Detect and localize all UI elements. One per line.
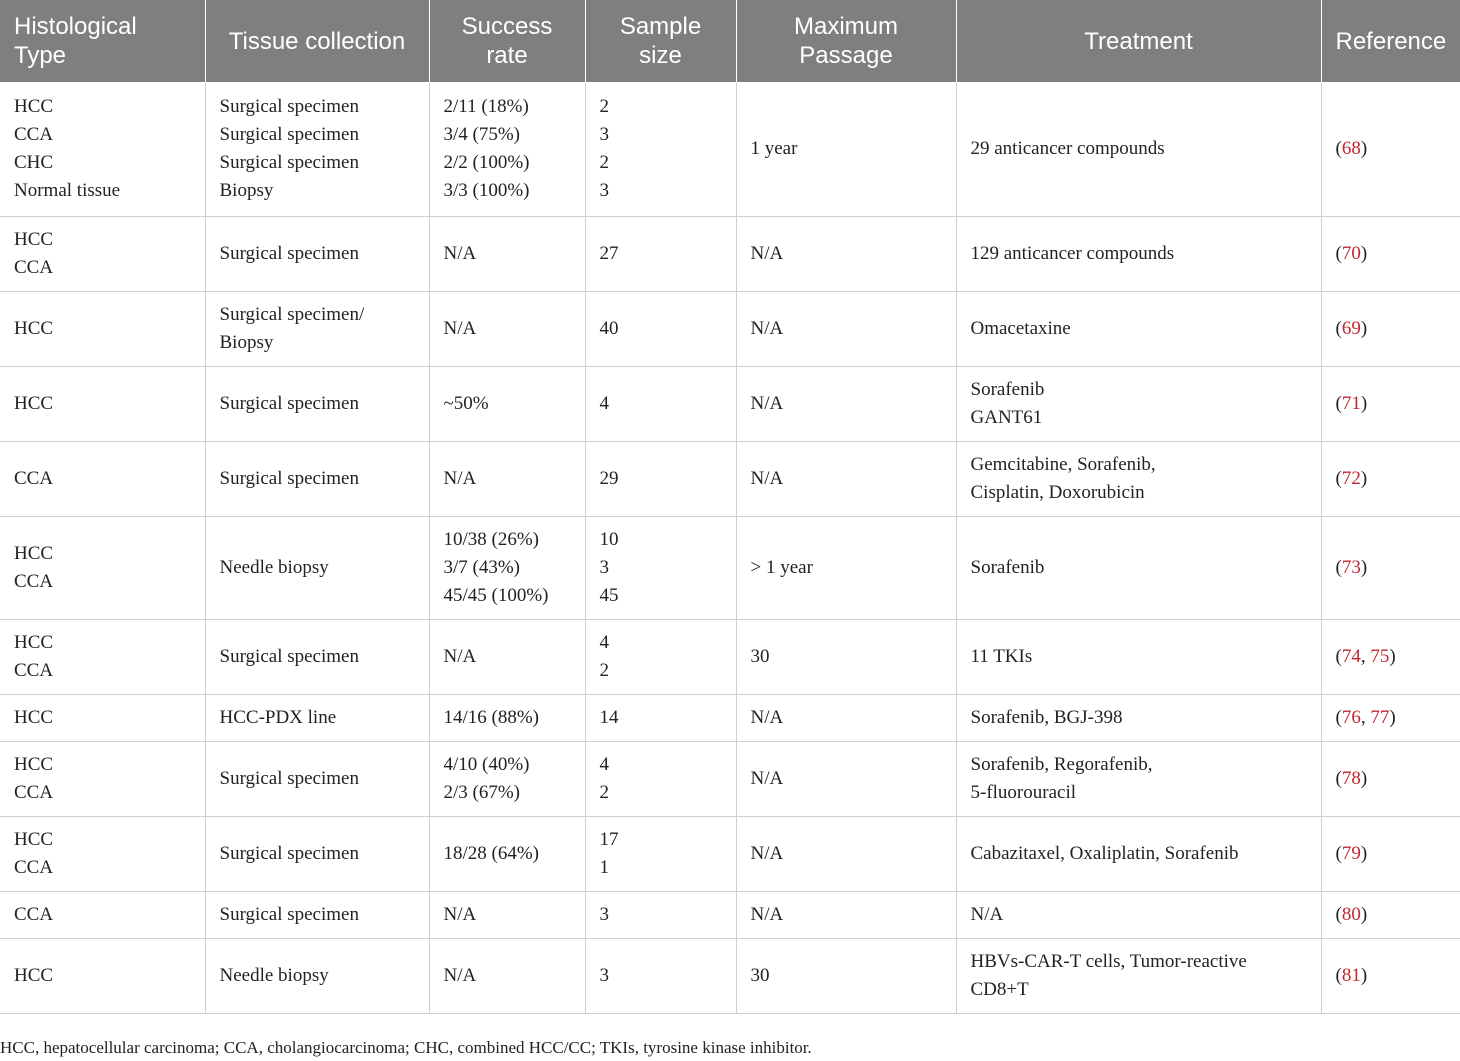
cell-success-rate xyxy=(429,742,585,817)
cell-line: Surgical specimen xyxy=(219,96,359,117)
cell-histological-type xyxy=(0,292,205,367)
cell-tissue-collection xyxy=(205,367,429,442)
cell-maximum-passage xyxy=(736,892,956,939)
cell-line: HCC xyxy=(14,96,54,117)
cell-tissue-collection xyxy=(205,742,429,817)
cell-line: 40 xyxy=(599,318,619,339)
cell-success-rate xyxy=(429,517,585,620)
cell-treatment xyxy=(956,939,1321,1014)
cell-line: Biopsy xyxy=(219,180,274,201)
cell-reference: (79) xyxy=(1321,817,1460,892)
cell-line: N/A xyxy=(443,243,477,264)
cell-line: 3 xyxy=(599,904,609,925)
cell-tissue-collection xyxy=(205,695,429,742)
cell-maximum-passage xyxy=(736,695,956,742)
cell-reference: (71) xyxy=(1321,367,1460,442)
cell-treatment xyxy=(956,82,1321,217)
cell-line: 3/7 (43%) xyxy=(443,557,521,578)
cell-line: 1 xyxy=(599,857,609,878)
cell-tissue-collection xyxy=(205,217,429,292)
cell-maximum-passage xyxy=(736,442,956,517)
cell-line: CCA xyxy=(14,124,54,145)
cell-line: Surgical specimen xyxy=(219,124,359,145)
header-maximum-passage xyxy=(736,0,956,82)
cell-reference: (73) xyxy=(1321,517,1460,620)
cell-line: 2 xyxy=(599,96,609,117)
cell-line: N/A xyxy=(443,904,477,925)
cell-maximum-passage xyxy=(736,939,956,1014)
cell-line: 3 xyxy=(599,124,609,145)
cell-line: 1 year xyxy=(750,138,798,159)
cell-sample-size xyxy=(585,695,736,742)
cell-sample-size xyxy=(585,82,736,217)
cell-line: Sorafenib xyxy=(970,379,1045,400)
table-row xyxy=(0,217,1460,292)
cell-line: 3/3 (100%) xyxy=(443,180,530,201)
reference-link[interactable]: 73 xyxy=(1341,557,1361,578)
cell-line: 5-fluorouracil xyxy=(970,782,1077,803)
header-line: rate xyxy=(486,42,528,69)
reference-link[interactable]: 70 xyxy=(1341,243,1361,264)
cell-line: Omacetaxine xyxy=(970,318,1071,339)
cell-tissue-collection xyxy=(205,292,429,367)
cell-reference: (69) xyxy=(1321,292,1460,367)
cell-success-rate xyxy=(429,217,585,292)
cell-line: 30 xyxy=(750,646,770,667)
cell-tissue-collection xyxy=(205,817,429,892)
header-line: Success xyxy=(461,13,553,40)
cell-line: 3 xyxy=(599,557,609,578)
cell-line: N/A xyxy=(443,468,477,489)
cell-tissue-collection xyxy=(205,517,429,620)
cell-success-rate xyxy=(429,939,585,1014)
cell-line: Cabazitaxel, Oxaliplatin, Sorafenib xyxy=(970,843,1239,864)
cell-treatment xyxy=(956,620,1321,695)
cell-line: 2 xyxy=(599,660,609,681)
cell-line: N/A xyxy=(750,393,784,414)
cell-line: GANT61 xyxy=(970,407,1043,428)
cell-sample-size xyxy=(585,442,736,517)
cell-line: N/A xyxy=(750,318,784,339)
cell-line: HCC xyxy=(14,965,54,986)
cell-line: Surgical specimen xyxy=(219,768,359,789)
cell-line: Surgical specimen xyxy=(219,646,359,667)
cell-line: Sorafenib, Regorafenib, xyxy=(970,754,1153,775)
cell-maximum-passage xyxy=(736,82,956,217)
cell-histological-type xyxy=(0,82,205,217)
table-row xyxy=(0,442,1460,517)
reference-link[interactable]: 68 xyxy=(1341,138,1361,159)
header-line: Maximum xyxy=(793,13,898,40)
table-header xyxy=(0,0,1460,82)
cell-line: > 1 year xyxy=(750,557,813,578)
cell-line: Surgical specimen xyxy=(219,843,359,864)
cell-histological-type xyxy=(0,367,205,442)
cell-line: CCA xyxy=(14,782,54,803)
cell-reference: (81) xyxy=(1321,939,1460,1014)
reference-link[interactable]: 71 xyxy=(1341,393,1361,414)
cell-reference: (80) xyxy=(1321,892,1460,939)
cell-line: 3 xyxy=(599,180,609,201)
cell-line: HCC xyxy=(14,632,54,653)
cell-treatment xyxy=(956,892,1321,939)
cell-tissue-collection xyxy=(205,939,429,1014)
reference-link[interactable]: 76 xyxy=(1341,707,1361,728)
cell-treatment xyxy=(956,292,1321,367)
cell-sample-size xyxy=(585,217,736,292)
cell-histological-type xyxy=(0,939,205,1014)
cell-line: CCA xyxy=(14,468,54,489)
cell-histological-type xyxy=(0,442,205,517)
cell-line: 11 TKIs xyxy=(970,646,1033,667)
table-row xyxy=(0,817,1460,892)
cell-histological-type xyxy=(0,892,205,939)
cell-sample-size xyxy=(585,517,736,620)
cell-line: CCA xyxy=(14,857,54,878)
cell-line: HCC xyxy=(14,707,54,728)
cell-line: N/A xyxy=(443,646,477,667)
cell-line: 3 xyxy=(599,965,609,986)
cell-sample-size xyxy=(585,367,736,442)
cell-treatment xyxy=(956,517,1321,620)
cell-reference: (70) xyxy=(1321,217,1460,292)
cell-line: 4 xyxy=(599,393,609,414)
cell-sample-size xyxy=(585,817,736,892)
cell-line: Needle biopsy xyxy=(219,965,329,986)
cell-histological-type xyxy=(0,620,205,695)
cell-line: CCA xyxy=(14,257,54,278)
reference-link[interactable]: 77 xyxy=(1370,707,1390,728)
cell-line: Cisplatin, Doxorubicin xyxy=(970,482,1145,503)
cell-success-rate xyxy=(429,695,585,742)
cell-success-rate xyxy=(429,82,585,217)
cell-treatment xyxy=(956,817,1321,892)
header-line: Histological xyxy=(14,13,137,40)
cell-line: 14/16 (88%) xyxy=(443,707,540,728)
table-row xyxy=(0,939,1460,1014)
cell-line: Needle biopsy xyxy=(219,557,329,578)
cell-line: 29 anticancer compounds xyxy=(970,138,1165,159)
table-row xyxy=(0,517,1460,620)
cell-line: N/A xyxy=(443,318,477,339)
cell-line: Normal tissue xyxy=(14,180,121,201)
cell-line: Surgical specimen xyxy=(219,904,359,925)
cell-line: CCA xyxy=(14,904,54,925)
header-line: Sample xyxy=(619,13,702,40)
cell-reference: (76, 77) xyxy=(1321,695,1460,742)
cell-success-rate xyxy=(429,292,585,367)
reference-link[interactable]: 81 xyxy=(1341,965,1361,986)
cell-line: HCC xyxy=(14,829,54,850)
cell-line: HCC xyxy=(14,318,54,339)
table-row xyxy=(0,620,1460,695)
cell-line: CCA xyxy=(14,571,54,592)
cell-maximum-passage xyxy=(736,367,956,442)
cell-line: 17 xyxy=(599,829,619,850)
cell-line: HCC xyxy=(14,229,54,250)
cell-line: Surgical specimen xyxy=(219,152,359,173)
table-row xyxy=(0,742,1460,817)
table-row xyxy=(0,367,1460,442)
cell-line: Sorafenib, BGJ-398 xyxy=(970,707,1123,728)
cell-line: N/A xyxy=(970,904,1004,925)
cell-line: 18/28 (64%) xyxy=(443,843,540,864)
header-line: Treatment xyxy=(1084,27,1193,55)
header-success-rate xyxy=(429,0,585,82)
cell-line: 10/38 (26%) xyxy=(443,529,540,550)
cell-tissue-collection xyxy=(205,620,429,695)
cell-sample-size xyxy=(585,620,736,695)
cell-reference: (72) xyxy=(1321,442,1460,517)
cell-line: Biopsy xyxy=(219,332,274,353)
cell-line: 4 xyxy=(599,632,609,653)
cell-sample-size xyxy=(585,742,736,817)
cell-sample-size xyxy=(585,892,736,939)
cell-line: 30 xyxy=(750,965,770,986)
cell-sample-size xyxy=(585,292,736,367)
cell-line: 2/3 (67%) xyxy=(443,782,521,803)
cell-maximum-passage xyxy=(736,742,956,817)
cell-line: Surgical specimen xyxy=(219,393,359,414)
cell-line: 3/4 (75%) xyxy=(443,124,521,145)
table-row xyxy=(0,695,1460,742)
cell-tissue-collection xyxy=(205,442,429,517)
cell-treatment xyxy=(956,367,1321,442)
cell-sample-size xyxy=(585,939,736,1014)
cell-line: N/A xyxy=(750,707,784,728)
cell-maximum-passage xyxy=(736,217,956,292)
cell-success-rate xyxy=(429,620,585,695)
cell-reference: (74, 75) xyxy=(1321,620,1460,695)
cell-line: CCA xyxy=(14,660,54,681)
table-body xyxy=(0,82,1460,1014)
cell-line: N/A xyxy=(750,904,784,925)
cell-line: HCC xyxy=(14,543,54,564)
header-tissue-collection xyxy=(205,0,429,82)
cell-line: Gemcitabine, Sorafenib, xyxy=(970,454,1156,475)
cell-line: Surgical specimen xyxy=(219,243,359,264)
header-line: Passage xyxy=(799,42,893,69)
cell-line: HBVs-CAR-T cells, Tumor-reactive xyxy=(970,951,1247,972)
header-reference xyxy=(1321,0,1460,82)
cell-reference: (68) xyxy=(1321,82,1460,217)
cell-maximum-passage xyxy=(736,292,956,367)
cell-maximum-passage xyxy=(736,620,956,695)
cell-line: N/A xyxy=(750,468,784,489)
cell-line: Surgical specimen/ xyxy=(219,304,365,325)
reference-link[interactable]: 72 xyxy=(1341,468,1361,489)
cell-line: N/A xyxy=(750,843,784,864)
cell-histological-type xyxy=(0,695,205,742)
cell-line: Surgical specimen xyxy=(219,468,359,489)
table-row xyxy=(0,82,1460,217)
cell-reference: (78) xyxy=(1321,742,1460,817)
cell-line: 29 xyxy=(599,468,619,489)
cell-histological-type xyxy=(0,517,205,620)
header-line: Type xyxy=(14,42,67,69)
reference-link[interactable]: 78 xyxy=(1341,768,1361,789)
header-line: Tissue collection xyxy=(228,27,406,55)
table-row xyxy=(0,892,1460,939)
cell-line: 129 anticancer compounds xyxy=(970,243,1175,264)
cell-line: Sorafenib xyxy=(970,557,1045,578)
cell-maximum-passage xyxy=(736,817,956,892)
cell-line: HCC xyxy=(14,754,54,775)
cell-line: N/A xyxy=(750,243,784,264)
cell-line: N/A xyxy=(750,768,784,789)
reference-link[interactable]: 80 xyxy=(1341,904,1361,925)
cell-line: 2 xyxy=(599,782,609,803)
cell-line: 2/11 (18%) xyxy=(443,96,529,117)
cell-line: HCC xyxy=(14,393,54,414)
cell-line: 27 xyxy=(599,243,619,264)
cell-success-rate xyxy=(429,892,585,939)
cell-line: 4/10 (40%) xyxy=(443,754,530,775)
cell-line: HCC-PDX line xyxy=(219,707,337,728)
cell-success-rate xyxy=(429,367,585,442)
cell-histological-type xyxy=(0,817,205,892)
cell-treatment xyxy=(956,442,1321,517)
header-histological-type xyxy=(0,0,205,82)
cell-treatment xyxy=(956,217,1321,292)
cell-histological-type xyxy=(0,217,205,292)
cell-tissue-collection xyxy=(205,892,429,939)
reference-link[interactable]: 74 xyxy=(1341,646,1361,667)
header-sample-size xyxy=(585,0,736,82)
reference-link[interactable]: 75 xyxy=(1370,646,1390,667)
cell-success-rate xyxy=(429,817,585,892)
reference-link[interactable]: 69 xyxy=(1341,318,1361,339)
cell-histological-type xyxy=(0,742,205,817)
header-line: Reference xyxy=(1335,27,1447,55)
cell-success-rate xyxy=(429,442,585,517)
cell-maximum-passage xyxy=(736,517,956,620)
cell-line: 45 xyxy=(599,585,619,606)
reference-link[interactable]: 79 xyxy=(1341,843,1361,864)
header-row xyxy=(0,0,1460,82)
cell-line: 10 xyxy=(599,529,619,550)
cell-treatment xyxy=(956,742,1321,817)
cell-line: 4 xyxy=(599,754,609,775)
cell-line: 2/2 (100%) xyxy=(443,152,530,173)
header-treatment xyxy=(956,0,1321,82)
cell-line: 14 xyxy=(599,707,619,728)
cell-tissue-collection xyxy=(205,82,429,217)
cell-line: CD8+T xyxy=(970,979,1029,1000)
cell-line: 2 xyxy=(599,152,609,173)
cell-treatment xyxy=(956,695,1321,742)
table-row xyxy=(0,292,1460,367)
header-line: size xyxy=(639,42,682,69)
cell-line: N/A xyxy=(443,965,477,986)
cell-line: CHC xyxy=(14,152,54,173)
cell-line: 45/45 (100%) xyxy=(443,585,549,606)
table-footnote: HCC, hepatocellular carcinoma; CCA, cholangiocarcinoma; CHC, combined HCC/CC; TKIs, tyrosine kinase inhibitor. xyxy=(0,1038,812,1057)
cell-line: ~50% xyxy=(443,393,489,414)
